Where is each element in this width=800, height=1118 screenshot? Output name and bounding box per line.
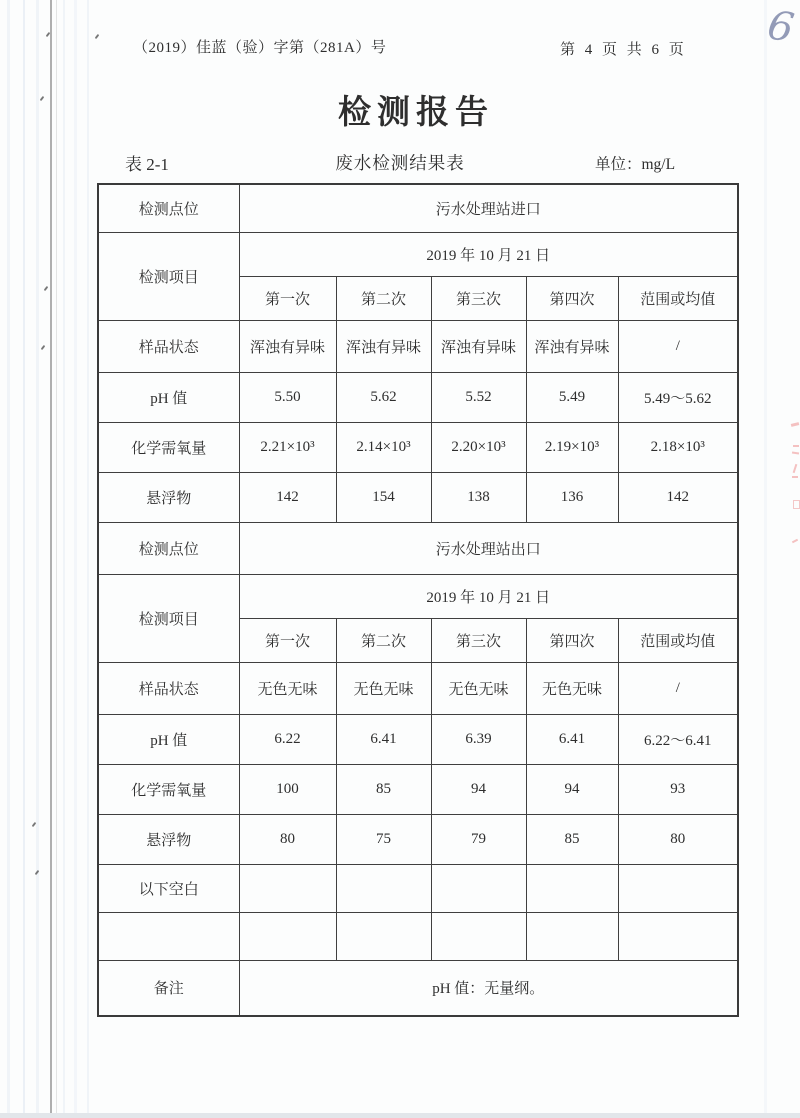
row-label: 化学需氧量 bbox=[98, 764, 239, 814]
row-label: pH 值 bbox=[98, 372, 239, 422]
cell-value: 浑浊有异味 bbox=[239, 320, 336, 372]
empty-cell bbox=[431, 912, 526, 960]
date-value: 2019 年 10 月 21 日 bbox=[239, 232, 738, 276]
scan-speck bbox=[41, 345, 46, 350]
row-label: 化学需氧量 bbox=[98, 422, 239, 472]
scan-speck bbox=[44, 286, 49, 291]
cell-value: 2.18×10³ bbox=[618, 422, 738, 472]
cell-value: 94 bbox=[526, 764, 618, 814]
cell-value: 100 bbox=[239, 764, 336, 814]
table-row bbox=[98, 472, 738, 522]
table-row bbox=[98, 320, 738, 372]
column-header: 范围或均值 bbox=[618, 276, 738, 320]
stamp-fragment bbox=[792, 452, 799, 455]
row-label-point: 检测点位 bbox=[98, 184, 239, 232]
table-row bbox=[98, 912, 738, 960]
row-label: 悬浮物 bbox=[98, 814, 239, 864]
blank-below-label: 以下空白 bbox=[98, 864, 239, 912]
column-header: 第一次 bbox=[239, 276, 336, 320]
handwritten-page-number: 6 bbox=[764, 2, 798, 52]
column-header: 第二次 bbox=[336, 618, 431, 662]
row-label: 悬浮物 bbox=[98, 472, 239, 522]
cell-value: 6.41 bbox=[526, 714, 618, 764]
empty-cell bbox=[336, 912, 431, 960]
cell-value: 138 bbox=[431, 472, 526, 522]
table-caption: 废水检测结果表 bbox=[335, 153, 465, 173]
cell-value: 5.49～5.62 bbox=[618, 372, 738, 422]
stamp-fragment bbox=[793, 445, 799, 447]
scan-speck bbox=[40, 96, 45, 101]
table-row bbox=[98, 422, 738, 472]
table-row bbox=[98, 814, 738, 864]
cell-value: 94 bbox=[431, 764, 526, 814]
stamp-fragment bbox=[793, 464, 798, 473]
table-row bbox=[98, 232, 738, 276]
cell-value: 无色无味 bbox=[336, 662, 431, 714]
stamp-fragment bbox=[793, 500, 800, 509]
empty-cell bbox=[336, 864, 431, 912]
page-indicator: 第 4 页 共 6 页 bbox=[560, 42, 687, 58]
column-header: 范围或均值 bbox=[618, 618, 738, 662]
cell-value: 154 bbox=[336, 472, 431, 522]
column-header: 第一次 bbox=[239, 618, 336, 662]
point-value: 污水处理站进口 bbox=[239, 184, 738, 232]
row-label: 样品状态 bbox=[98, 320, 239, 372]
cell-value: 80 bbox=[239, 814, 336, 864]
row-label-items: 检测项目 bbox=[98, 232, 239, 320]
cell-value: 浑浊有异味 bbox=[431, 320, 526, 372]
row-label: 样品状态 bbox=[98, 662, 239, 714]
column-header: 第四次 bbox=[526, 276, 618, 320]
empty-cell bbox=[526, 912, 618, 960]
cell-value: 142 bbox=[239, 472, 336, 522]
empty-cell bbox=[618, 864, 738, 912]
remark-text: pH 值：无量纲。 bbox=[239, 960, 738, 1016]
cell-value: 6.22 bbox=[239, 714, 336, 764]
cell-value: 75 bbox=[336, 814, 431, 864]
empty-cell bbox=[431, 864, 526, 912]
caption-row bbox=[0, 150, 800, 176]
stamp-fragment bbox=[792, 476, 798, 478]
doc-number: （2019）佳蓝（验）字第（281A）号 bbox=[133, 40, 387, 56]
cell-value: 93 bbox=[618, 764, 738, 814]
table-row bbox=[98, 522, 738, 574]
column-header: 第二次 bbox=[336, 276, 431, 320]
column-header: 第三次 bbox=[431, 618, 526, 662]
stamp-fragment bbox=[791, 422, 799, 427]
cell-value: 浑浊有异味 bbox=[336, 320, 431, 372]
stamp-fragment bbox=[792, 539, 798, 544]
results-table bbox=[97, 183, 739, 1017]
cell-value: 80 bbox=[618, 814, 738, 864]
table-label: 表 2-1 bbox=[125, 155, 169, 174]
cell-value: 2.20×10³ bbox=[431, 422, 526, 472]
table-row bbox=[98, 960, 738, 1016]
cell-value: 5.49 bbox=[526, 372, 618, 422]
cell-value: 无色无味 bbox=[431, 662, 526, 714]
report-title: 检测报告 bbox=[338, 95, 494, 131]
table-row bbox=[98, 864, 738, 912]
table-row bbox=[98, 372, 738, 422]
cell-value: 浑浊有异味 bbox=[526, 320, 618, 372]
cell-value: 6.41 bbox=[336, 714, 431, 764]
cell-value: 5.50 bbox=[239, 372, 336, 422]
cell-value: 85 bbox=[526, 814, 618, 864]
cell-value: 6.39 bbox=[431, 714, 526, 764]
empty-cell bbox=[98, 912, 239, 960]
table-row bbox=[98, 574, 738, 618]
cell-value: 2.14×10³ bbox=[336, 422, 431, 472]
cell-value: 无色无味 bbox=[526, 662, 618, 714]
row-label-items: 检测项目 bbox=[98, 574, 239, 662]
row-label: pH 值 bbox=[98, 714, 239, 764]
table-row bbox=[98, 184, 738, 232]
cell-value: 无色无味 bbox=[239, 662, 336, 714]
empty-cell bbox=[239, 864, 336, 912]
cell-value: 136 bbox=[526, 472, 618, 522]
cell-value: / bbox=[618, 320, 738, 372]
table-row bbox=[98, 662, 738, 714]
cell-value: / bbox=[618, 662, 738, 714]
cell-value: 79 bbox=[431, 814, 526, 864]
empty-cell bbox=[526, 864, 618, 912]
cell-value: 5.52 bbox=[431, 372, 526, 422]
cell-value: 2.19×10³ bbox=[526, 422, 618, 472]
table-row bbox=[98, 714, 738, 764]
point-value: 污水处理站出口 bbox=[239, 522, 738, 574]
cell-value: 5.62 bbox=[336, 372, 431, 422]
empty-cell bbox=[618, 912, 738, 960]
cell-value: 2.21×10³ bbox=[239, 422, 336, 472]
remark-label: 备注 bbox=[98, 960, 239, 1016]
scan-speck bbox=[95, 34, 100, 39]
cell-value: 85 bbox=[336, 764, 431, 814]
row-label-point: 检测点位 bbox=[98, 522, 239, 574]
column-header: 第三次 bbox=[431, 276, 526, 320]
table-row bbox=[98, 764, 738, 814]
date-value: 2019 年 10 月 21 日 bbox=[239, 574, 738, 618]
bottom-scan-strip bbox=[0, 1113, 800, 1118]
cell-value: 6.22～6.41 bbox=[618, 714, 738, 764]
empty-cell bbox=[239, 912, 336, 960]
cell-value: 142 bbox=[618, 472, 738, 522]
unit-label: 单位：mg/L bbox=[595, 156, 676, 173]
column-header: 第四次 bbox=[526, 618, 618, 662]
